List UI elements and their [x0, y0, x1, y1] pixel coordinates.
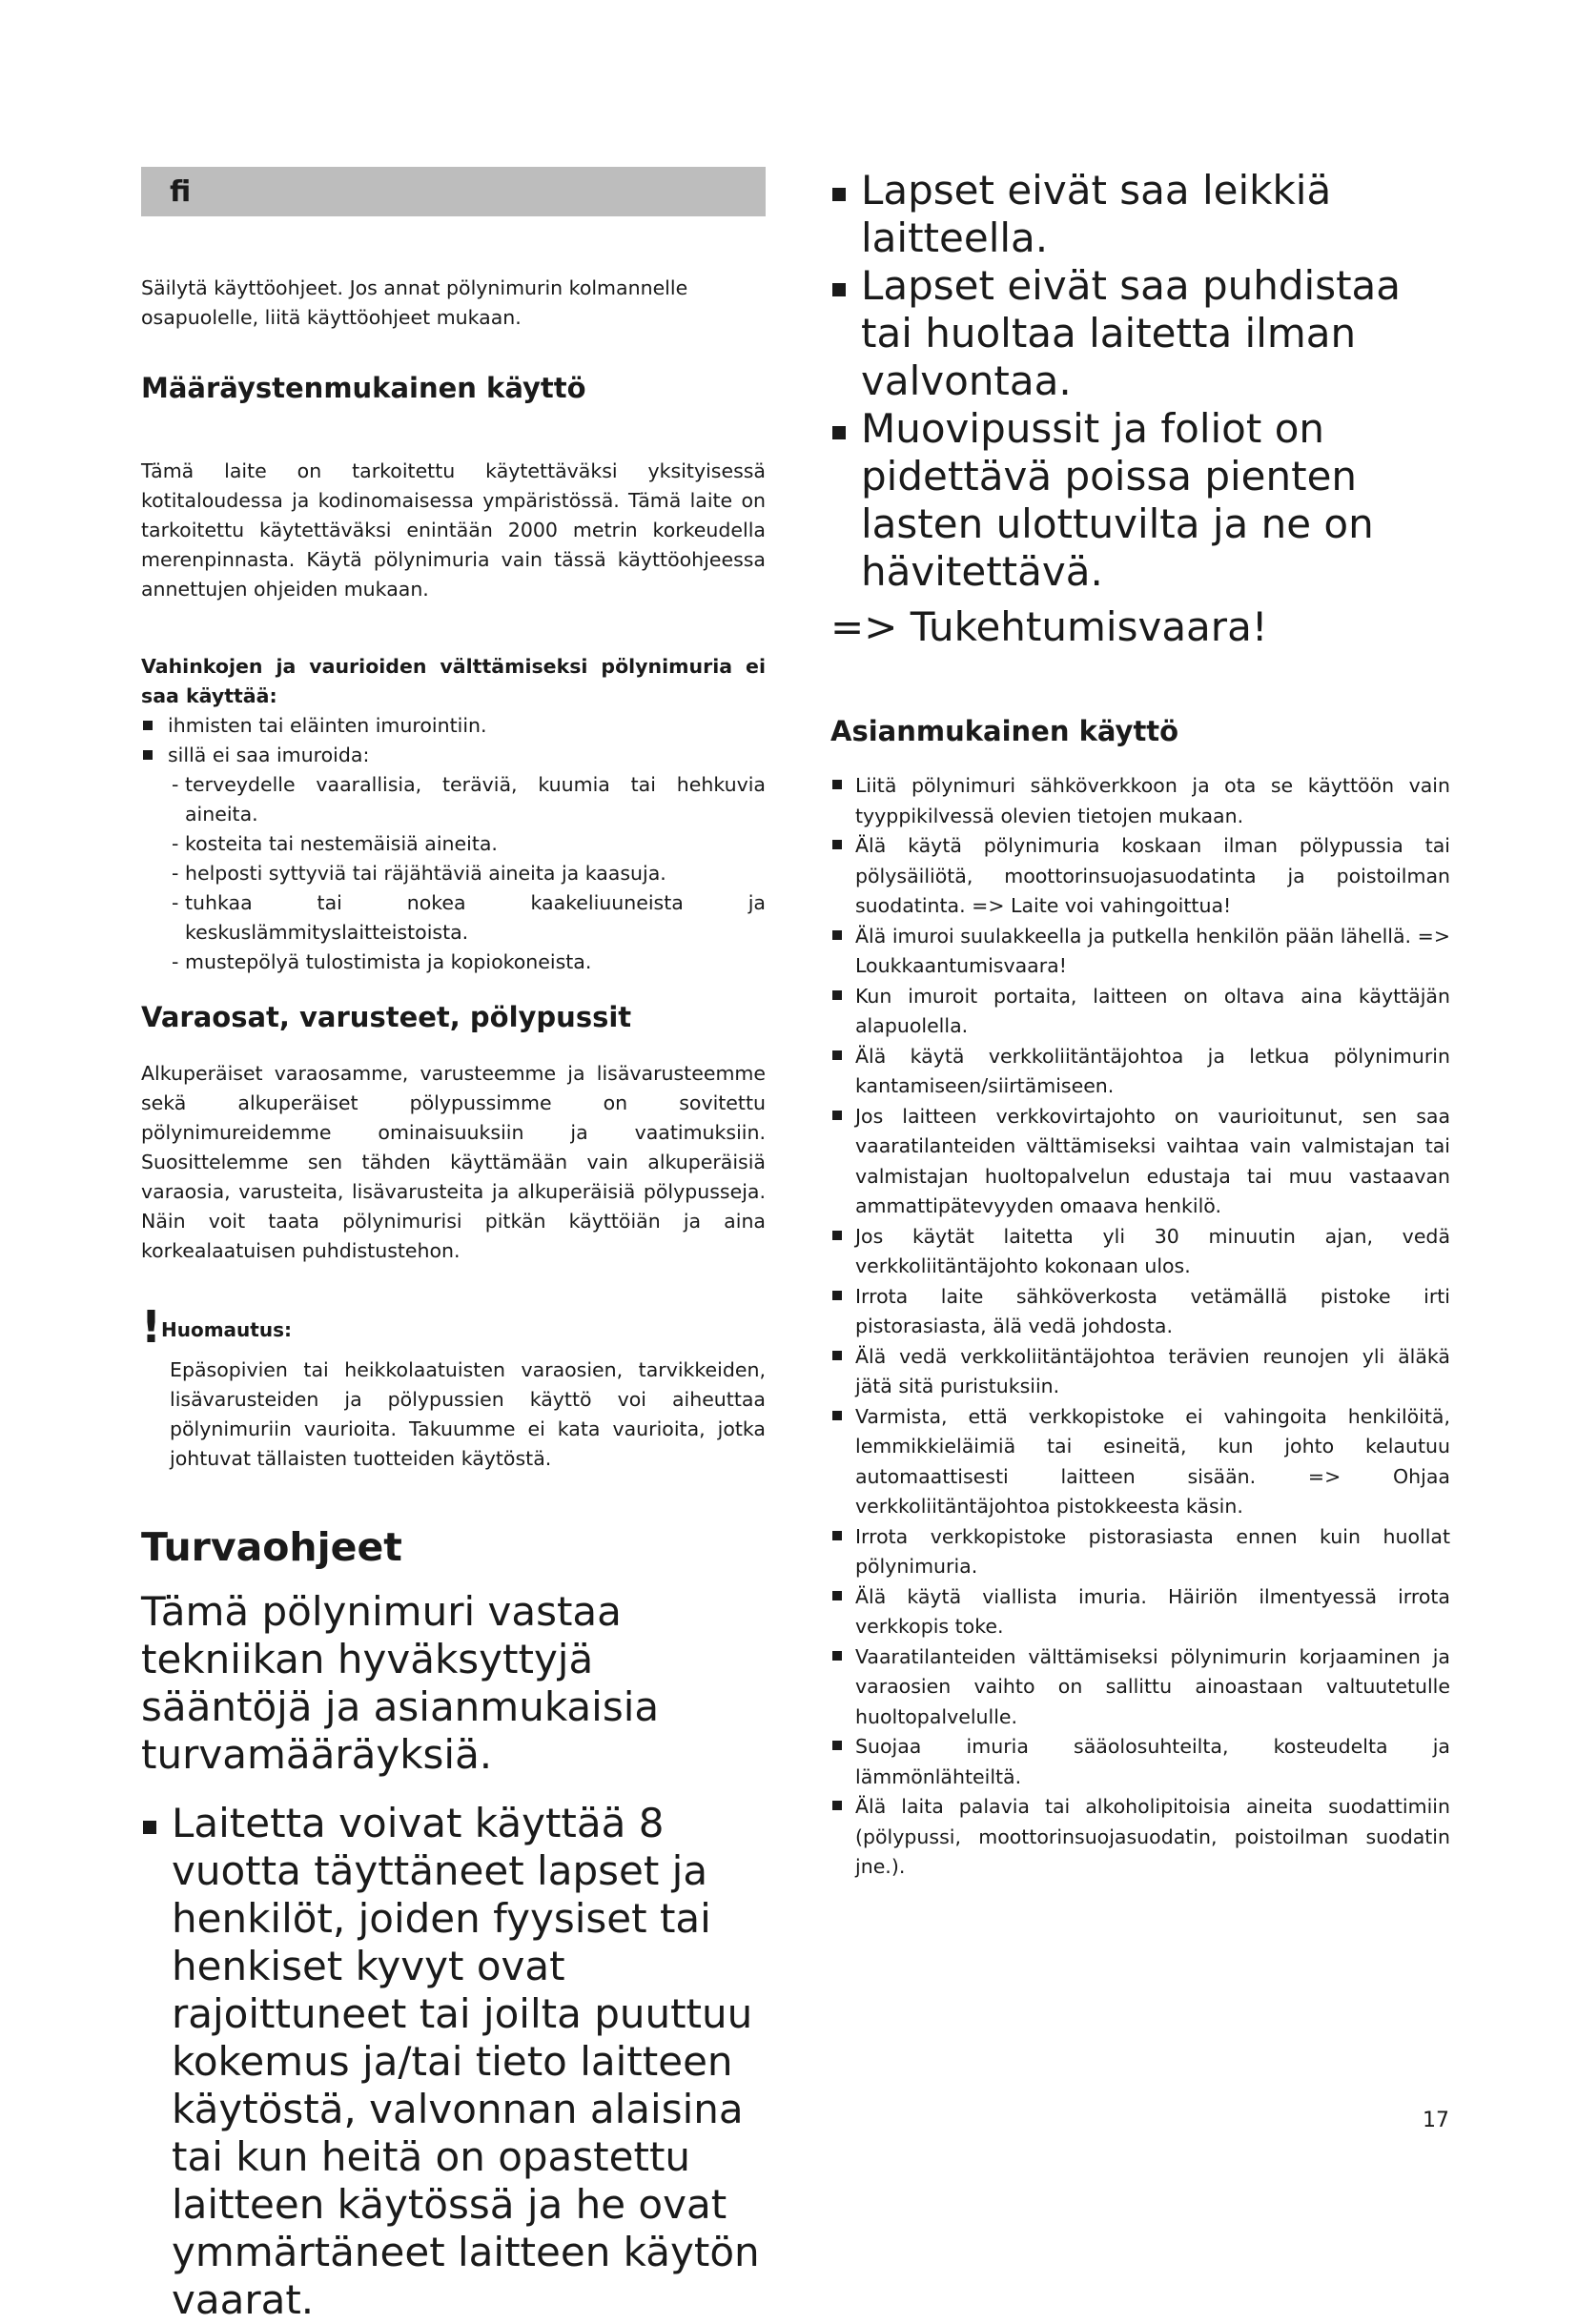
- note-text: Epäsopivien tai heikkolaatuisten varaosien, tarvikkeiden, lisävarusteiden ja pölypussien käyttö voi aiheuttaa pölynimuriin vaurioita. Takuumme ei kata vaurioita, jotka johtuvat tällaisten tuotteiden käytöstä.: [170, 1358, 766, 1470]
- sub-list-item: - tuhkaa tai nokea kaakeliuuneista ja keskuslämmityslaitteistoista.: [168, 888, 766, 948]
- safety-item: Muovipussit ja foliot on pidettävä poissa pienten lasten ulottuvilta ja ne on hävitettävä.: [830, 405, 1450, 596]
- sub-list-item: - mustepölyä tulostimista ja kopiokoneista.: [168, 948, 766, 977]
- list-item: Älä käytä pölynimuria koskaan ilman pölypussia tai pölysäiliötä, moottorinsuojasuodatinta ja poistoilman suodatinta. => Laite voi vahingoittua!: [830, 831, 1450, 922]
- right-column: [830, 167, 1450, 1883]
- list-item: Irrota laite sähköverkosta vetämällä pistoke irti pistorasiasta, älä vedä johdosta.: [830, 1282, 1450, 1342]
- note-block: [141, 1301, 766, 1474]
- list-item: Älä imuroi suulakkeella ja putkella henkilön pään lähellä. => Loukkaantumisvaara!: [830, 922, 1450, 982]
- note-heading: Huomautus:: [160, 1318, 292, 1341]
- list-item: Älä laita palavia tai alkoholipitoisia aineita suodattimiin (pölypussi, moottorinsuojasuodatin, poistoilman suodatin jne.).: [830, 1792, 1450, 1883]
- sub-list-item: - helposti syttyviä tai räjähtäviä aineita ja kaasuja.: [168, 859, 766, 888]
- list-item: Jos käytät laitetta yli 30 minuutin ajan, vedä verkkoliitäntäjohto kokonaan ulos.: [830, 1222, 1450, 1282]
- safety-heading: Turvaohjeet: [141, 1524, 402, 1570]
- spare-parts-text: Alkuperäiset varaosamme, varusteemme ja lisävarusteemme sekä alkuperäiset pölypussimme on sovitettu pölynimureidemme ominaisuuksiin ja vaatimuksiin. Suosittelemme sen tähden käyttämään vain alkuperäisiä varaosia, varusteita, lisävarusteita ja alkuperäisiä pölypusseja. Näin voit taata pölynimurisi pitkän käyttöiän ja aina korkealaatuisen puhdistustehon.: [141, 1062, 766, 1262]
- safety-list-right: [830, 167, 1450, 596]
- language-tag: fi: [170, 174, 192, 209]
- proper-use-list: [830, 771, 1450, 1883]
- intended-use-heading: Määräystenmukainen käyttö: [141, 372, 586, 404]
- safety-item-continued: Laitetta voivat käyttää 8 vuotta täyttäneet lapset ja henkilöt, joiden fyysiset tai henkiset kyvyt ovat rajoittuneet tai joilta puuttuu kokemus ja/tai tieto laitteen käytöstä, valvonnan alaisina tai kun heitä on opastettu laitteen käytössä ja he ovat ymmärtäneet laitteen käytön vaarat.: [141, 1800, 766, 2133]
- page-number: 17: [1423, 2109, 1449, 2132]
- proper-use-heading: Asianmukainen käyttö: [830, 715, 1179, 747]
- list-item: ihmisten tai eläinten imurointiin.: [141, 711, 766, 741]
- safety-item: Lapset eivät saa leikkiä laitteella.: [830, 167, 1450, 262]
- intro-text: Säilytä käyttöohjeet. Jos annat pölynimurin kolmannelle osapuolelle, liitä käyttöohjeet mukaan.: [141, 276, 688, 329]
- list-item: Jos laitteen verkkovirtajohto on vaurioitunut, sen saa vaaratilanteiden välttämiseksi vaihtaa vain valmistajan tai valmistajan huoltopalvelun edustaja tai muu vastaavan ammattipätevyyden omaava henkilö.: [830, 1102, 1450, 1222]
- list-item: Kun imuroit portaita, laitteen on oltava aina käyttäjän alapuolella.: [830, 982, 1450, 1042]
- avoid-damage-list: [141, 711, 766, 770]
- language-tag-bar: [141, 167, 766, 216]
- list-item: Varmista, että verkkopistoke ei vahingoita henkilöitä, lemmikkieläimiä tai esineitä, kun johto kelautuu automaattisesti laitteen sisään. => Ohjaa verkkoliitäntäjohtoa pistokkeesta käsin.: [830, 1402, 1450, 1522]
- list-item: Irrota verkkopistoke pistorasiasta ennen kuin huollat pölynimuria.: [830, 1522, 1450, 1582]
- list-item: Vaaratilanteiden välttämiseksi pölynimurin korjaaminen ja varaosien vaihto on sallittu ainoastaan valtuutetulle huoltopalvelulle.: [830, 1642, 1450, 1733]
- list-item: Älä käytä viallista imuria. Häiriön ilmentyessä irrota verkkopis toke.: [830, 1582, 1450, 1642]
- safety-item: Lapset eivät saa puhdistaa tai huoltaa laitetta ilman valvontaa.: [830, 262, 1450, 405]
- avoid-damage-sublist: [168, 770, 766, 977]
- safety-lead: Tämä pölynimuri vastaa tekniikan hyväksyttyjä sääntöjä ja asianmukaisia turvamääräyksiä.: [141, 1588, 660, 1778]
- list-item: Älä käytä verkkoliitäntäjohtoa ja letkua pölynimurin kantamiseen/siirtämiseen.: [830, 1042, 1450, 1102]
- list-item: Älä vedä verkkoliitäntäjohtoa terävien reunojen yli äläkä jätä sitä puristuksiin.: [830, 1342, 1450, 1402]
- list-item: Liitä pölynimuri sähköverkkoon ja ota se käyttöön vain tyyppikilvessä olevien tietojen mukaan.: [830, 771, 1450, 831]
- sub-list-item: - kosteita tai nestemäisiä aineita.: [168, 829, 766, 859]
- suffocation-warning: => Tukehtumisvaara!: [830, 603, 1268, 650]
- list-item: sillä ei saa imuroida:: [141, 741, 766, 770]
- intended-use-text: Tämä laite on tarkoitettu käytettäväksi yksityisessä kotitaloudessa ja kodinomaisessa ympäristössä. Tämä laite on tarkoitettu käytettäväksi enintään 2000 metrin korkeudella merenpinnasta. Käytä pölynimuria vain tässä käyttöohjeessa annettujen ohjeiden mukaan.: [141, 459, 766, 601]
- sub-list-item: - terveydelle vaarallisia, teräviä, kuumia tai hehkuvia aineita.: [168, 770, 766, 829]
- list-item: Suojaa imuria sääolosuhteilta, kosteudelta ja lämmönlähteiltä.: [830, 1732, 1450, 1792]
- spare-parts-heading: Varaosat, varusteet, pölypussit: [141, 1001, 632, 1033]
- warning-icon: !: [141, 1301, 161, 1353]
- safety-list-left: [141, 1800, 766, 2323]
- left-column: [141, 167, 766, 2323]
- avoid-damage-heading: Vahinkojen ja vaurioiden välttämiseksi pölynimuria ei saa käyttää:: [141, 655, 766, 707]
